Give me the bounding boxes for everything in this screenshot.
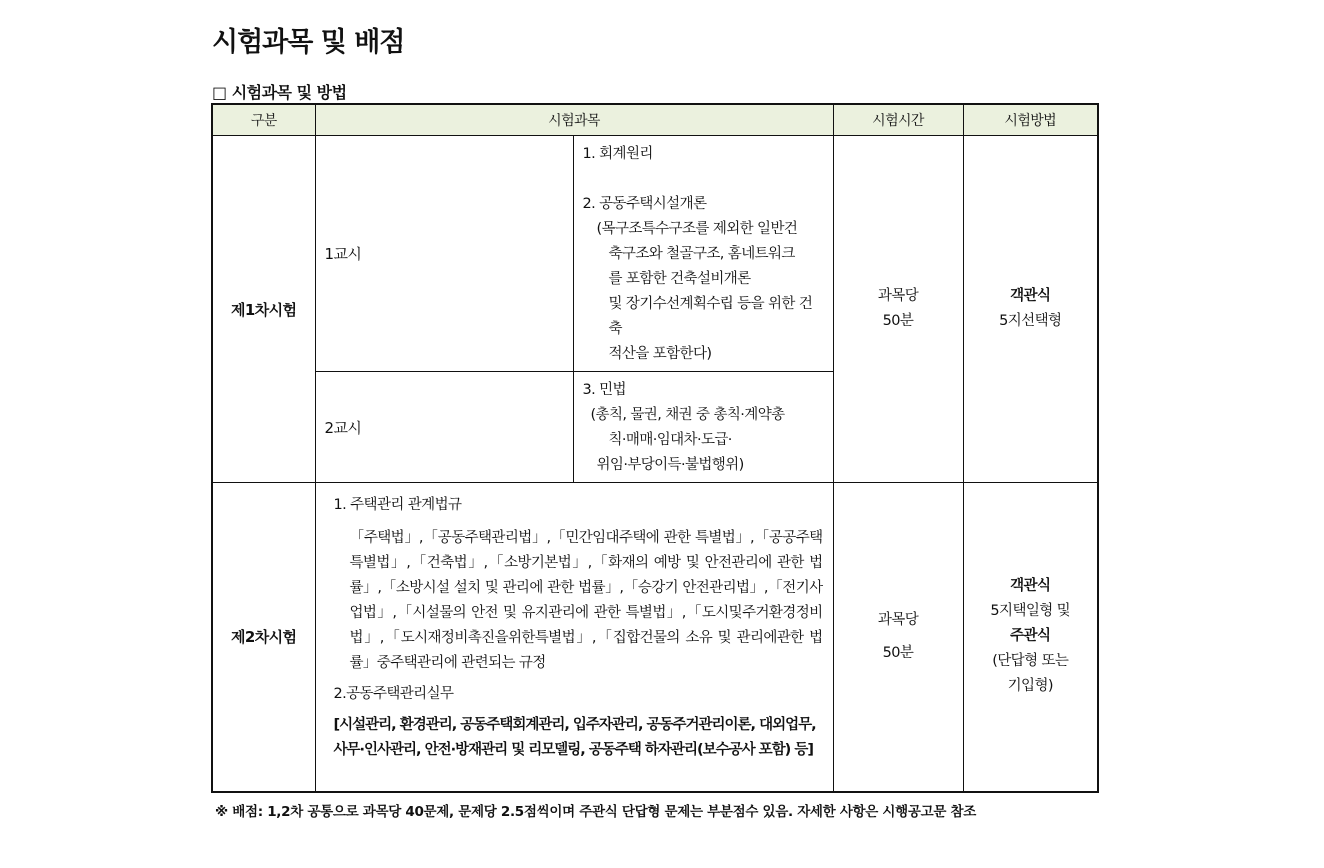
exam-subjects-table [211,103,1099,793]
header-subject: 시험과목 [315,104,833,136]
subject-detail-line: 칙·매매·임대차·도급· [608,432,732,448]
subject-detail-line: 및 장기수선계획수립 등을 위한 건축 [608,296,813,337]
first-exam-label: 제1차시험 [212,136,315,483]
subjects-session-1 [573,136,833,372]
subject-detail-line: 를 포함한 건축설비개론 [608,271,751,287]
subjects-second-exam [315,483,833,792]
time-minutes: 50분 [882,313,914,329]
method-multiple-choice: 5지선택형 [999,313,1062,329]
second-exam-method [963,483,1098,792]
scoring-footnote: ※ 배점: 1,2차 공통으로 과목당 40문제, 문제당 2.5점씩이며 주관식 단답형 문제는 부분점수 있음. 자세한 사항은 시행공고문 참조 [215,804,977,820]
section-heading: □ 시험과목 및 방법 [212,83,347,102]
time-per-subject: 과목당 [877,288,919,304]
subjects-session-2 [573,372,833,483]
page-title: 시험과목 및 배점 [212,27,405,58]
housing-law-list: 「주택법」,「공동주택관리법」,「민간임대주택에 관한 특별법」,「공공주택특별법」,「건축법」,「소방기본법」,「화재의 예방 및 안전관리에 관한 법률」,「소방시설 설치 및 관리에 관한 법률」,「승강기 안전관리법」,「전기사업법」,「시설물의 안전 및 유지관리에 관한 특별법」,「도시및주거환경정비법」,「도시재정비촉진을위한특별법」,「집합건물의 소유 및 관리에관한 법률」중주택관리에 관련되는 규정 [349,530,823,671]
method-objective: 객관식 [1010,288,1051,304]
second-exam-time [833,483,963,792]
session-2: 2교시 [315,372,573,483]
subject-detail-line: (목구조특수구조를 제외한 일반건 [596,221,798,237]
subject-building-facilities: 2. 공동주택시설개론 [582,196,707,212]
housing-practice-list: [시설관리, 환경관리, 공동주택회계관리, 입주자관리, 공동주거관리이론, 대외업무, 사무·인사관리, 안전·방재관리 및 리모델링, 공동주택 하자관리(보수공사 포함) 등] [333,717,816,758]
first-exam-method [963,136,1098,483]
subject-detail-line: (총칙, 물권, 채권 중 총칙·계약총 [590,407,785,423]
method-fill-in: 기입형) [1007,678,1053,695]
time-per-subject: 과목당 [877,611,919,628]
header-category: 구분 [212,104,315,136]
subject-detail-line: 축구조와 철골구조, 홈네트워크 [608,246,795,262]
table-row [212,483,1098,792]
subject-civil-law: 3. 민법 [582,382,626,398]
subject-accounting: 1. 회계원리 [582,146,653,162]
table-header-row [212,104,1098,136]
table-row [212,136,1098,372]
subject-housing-practice: 2.공동주택관리실무 [333,686,454,702]
method-short-answer: (단답형 또는 [992,653,1069,670]
method-objective: 객관식 [1010,578,1051,595]
header-method: 시험방법 [963,104,1098,136]
subject-detail-line: 위임·부당이득·불법행위) [596,457,744,473]
second-exam-label: 제2차시험 [212,483,315,792]
subject-housing-law: 1. 주택관리 관계법규 [333,497,462,513]
method-multiple-choice: 5지택일형 및 [990,603,1071,620]
time-minutes: 50분 [882,644,914,661]
method-subjective: 주관식 [1010,628,1051,645]
subject-detail-line: 적산을 포함한다) [608,346,712,362]
first-exam-time [833,136,963,483]
header-time: 시험시간 [833,104,963,136]
session-1: 1교시 [315,136,573,372]
